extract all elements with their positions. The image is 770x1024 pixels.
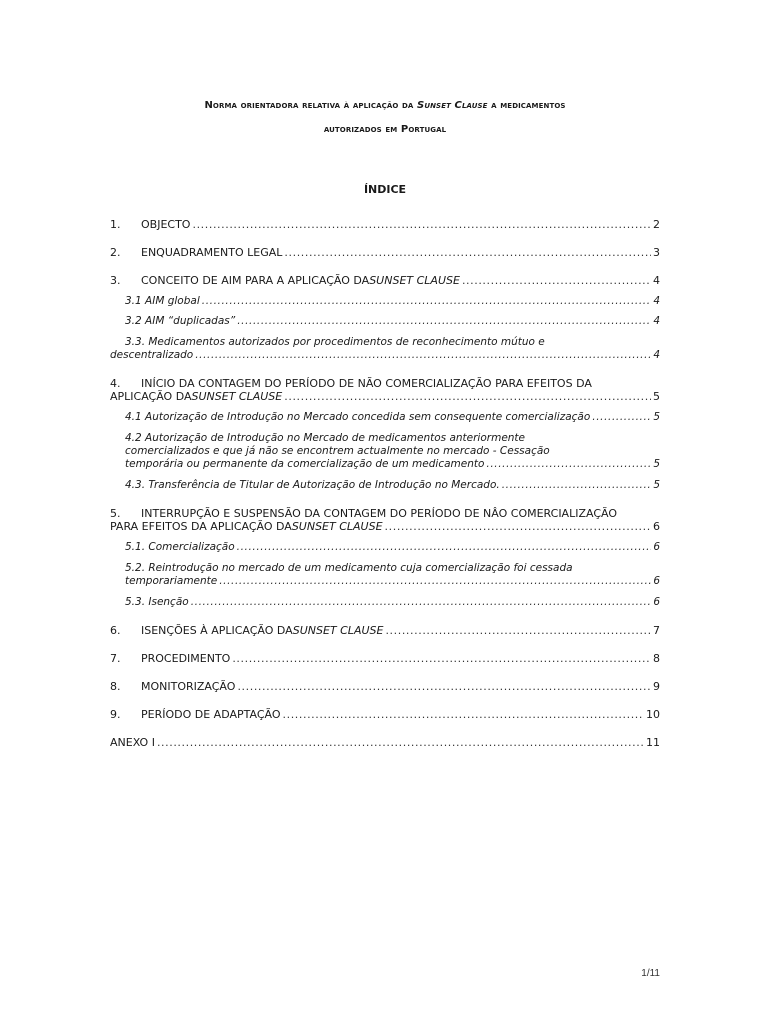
toc-entry-4-1[interactable] [125, 411, 660, 424]
toc-page-number: 4 [653, 315, 660, 327]
dot-leader [486, 458, 651, 471]
toc-number: 1. [110, 218, 121, 231]
toc-entry-4-2[interactable] [125, 432, 660, 471]
dot-leader [191, 596, 652, 609]
toc-entry-3-3[interactable] [110, 336, 660, 362]
toc-text: CONCEITO DE AIM PARA A APLICAÇÃO DA [141, 274, 370, 287]
toc-number: 8. [110, 680, 121, 693]
dot-leader [237, 541, 652, 554]
toc-page-number: 3 [653, 246, 660, 259]
toc-text: PROCEDIMENTO [141, 652, 231, 665]
toc-page-number: 6 [653, 575, 660, 587]
toc-number: 6. [110, 624, 121, 637]
document-title-line-1 [100, 100, 670, 111]
toc-number: 2. [110, 246, 121, 259]
toc-text-line-1: 5.2. Reintrodução no mercado de um medicamento cuja comercialização foi cessada [125, 562, 573, 574]
toc-number: 4. [110, 377, 121, 390]
toc-entry-5[interactable] [110, 507, 660, 533]
dot-leader [283, 708, 645, 721]
toc-page-number: 10 [646, 708, 660, 721]
title-italic-text: Sunset Clause [417, 100, 488, 111]
toc-text-italic: SUNSET CLAUSE [191, 390, 283, 403]
toc-page-number: 4 [653, 349, 660, 361]
toc-entry-1[interactable] [110, 218, 660, 231]
document-title-line-2 [100, 124, 670, 135]
toc-page-number: 4 [653, 295, 660, 307]
toc-number: 7. [110, 652, 121, 665]
dot-leader [195, 349, 651, 362]
toc-entry-5-1[interactable] [125, 541, 660, 554]
toc-entry-5-2[interactable] [125, 562, 660, 588]
toc-text: ISENÇÕES À APLICAÇÃO DA [141, 624, 293, 637]
toc-entry-7[interactable] [110, 652, 660, 665]
toc-text-line-1: 3.3. Medicamentos autorizados por procedimentos de reconhecimento mútuo e [125, 336, 545, 348]
toc-text: 5.3. Isenção [125, 596, 189, 608]
toc-entry-annex[interactable] [110, 736, 660, 749]
toc-text: ANEXO I [110, 736, 155, 749]
toc-text: 4.1 Autorização de Introdução no Mercado concedida sem consequente comercialização [125, 411, 591, 423]
toc-page-number: 5 [653, 411, 660, 423]
dot-leader [157, 736, 644, 749]
toc-page-number: 6 [653, 520, 660, 533]
toc-entry-4[interactable] [110, 377, 660, 403]
toc-number: 5. [110, 507, 121, 520]
toc-page-number: 2 [653, 218, 660, 231]
toc-text-italic: SUNSET CLAUSE [292, 624, 384, 637]
toc-page-number: 6 [653, 596, 660, 608]
toc-page-number: 9 [653, 680, 660, 693]
toc-text: 3.1 AIM global [125, 295, 200, 307]
toc-text: PERÍODO DE ADAPTAÇÃO [141, 708, 281, 721]
toc-entry-2[interactable] [110, 246, 660, 259]
toc-page-number: 6 [653, 541, 660, 553]
dot-leader [385, 520, 651, 533]
dot-leader [462, 274, 651, 287]
toc-page-number: 4 [653, 274, 660, 287]
dot-leader [237, 680, 651, 693]
toc-text-line-1: 4.2 Autorização de Introdução no Mercado de medicamentos anteriormente [125, 432, 526, 444]
toc-entry-3-2[interactable] [125, 315, 660, 328]
toc-text-line-2: PARA EFEITOS DA APLICAÇÃO DA [110, 520, 292, 533]
dot-leader [202, 295, 652, 308]
toc-page-number: 7 [653, 624, 660, 637]
dot-leader [502, 479, 652, 492]
toc-entry-9[interactable] [110, 708, 660, 721]
toc-text: 5.1. Comercialização [125, 541, 235, 553]
toc-entry-8[interactable] [110, 680, 660, 693]
toc-entry-6[interactable] [110, 624, 660, 637]
toc-text: MONITORIZAÇÃO [141, 680, 236, 693]
toc-text-line-2: descentralizado [110, 349, 194, 361]
toc-page-number: 11 [646, 736, 660, 749]
toc-page-number: 8 [653, 652, 660, 665]
dot-leader [592, 411, 651, 424]
toc-text-line-2: APLICAÇÃO DA [110, 390, 192, 403]
toc-text: 3.2 AIM “duplicadas” [125, 315, 236, 327]
toc-text-line-2: comercializados e que já não se encontrem actualmente no mercado - Cessação [125, 445, 550, 457]
toc-text-line-1: INÍCIO DA CONTAGEM DO PERÍODO DE NÃO COMERCIALIZAÇÃO PARA EFEITOS DA [141, 377, 592, 390]
dot-leader [385, 624, 651, 637]
toc-page-number: 5 [653, 479, 660, 491]
toc-text-line-1: INTERRUPÇÃO E SUSPENSÃO DA CONTAGEM DO PERÍODO DE NÂO COMERCIALIZAÇÃO [141, 507, 617, 520]
toc-text-line-3: temporária ou permanente da comercialização de um medicamento [125, 458, 485, 470]
toc-number: 3. [110, 274, 121, 287]
dot-leader [219, 575, 651, 588]
title-text-line-2: autorizados em Portugal [323, 124, 447, 135]
dot-leader [237, 315, 651, 328]
toc-entry-3[interactable] [110, 274, 660, 287]
title-text-end: a medicamentos [487, 100, 566, 111]
dot-leader [284, 390, 651, 403]
toc-text-italic: SUNSET CLAUSE [369, 274, 460, 287]
toc-text-italic: SUNSET CLAUSE [291, 520, 383, 533]
title-text: Norma orientadora relativa à aplicação da [204, 100, 418, 111]
toc-entry-5-3[interactable] [125, 596, 660, 609]
toc-page-number: 5 [653, 458, 660, 470]
toc-page-number: 5 [653, 390, 660, 403]
toc-entry-3-1[interactable] [125, 295, 660, 308]
toc-text: OBJECTO [141, 218, 191, 231]
dot-leader [232, 652, 651, 665]
dot-leader [284, 246, 651, 259]
toc-text: 4.3. Transferência de Titular de Autorização de Introdução no Mercado. [125, 479, 500, 491]
page-indicator: 1/11 [641, 968, 660, 979]
toc-number: 9. [110, 708, 121, 721]
toc-text: ENQUADRAMENTO LEGAL [141, 246, 283, 259]
toc-entry-4-3[interactable] [125, 479, 660, 492]
toc-text-line-2: temporariamente [125, 575, 218, 587]
dot-leader [192, 218, 651, 231]
index-heading: ÍNDICE [363, 183, 407, 196]
